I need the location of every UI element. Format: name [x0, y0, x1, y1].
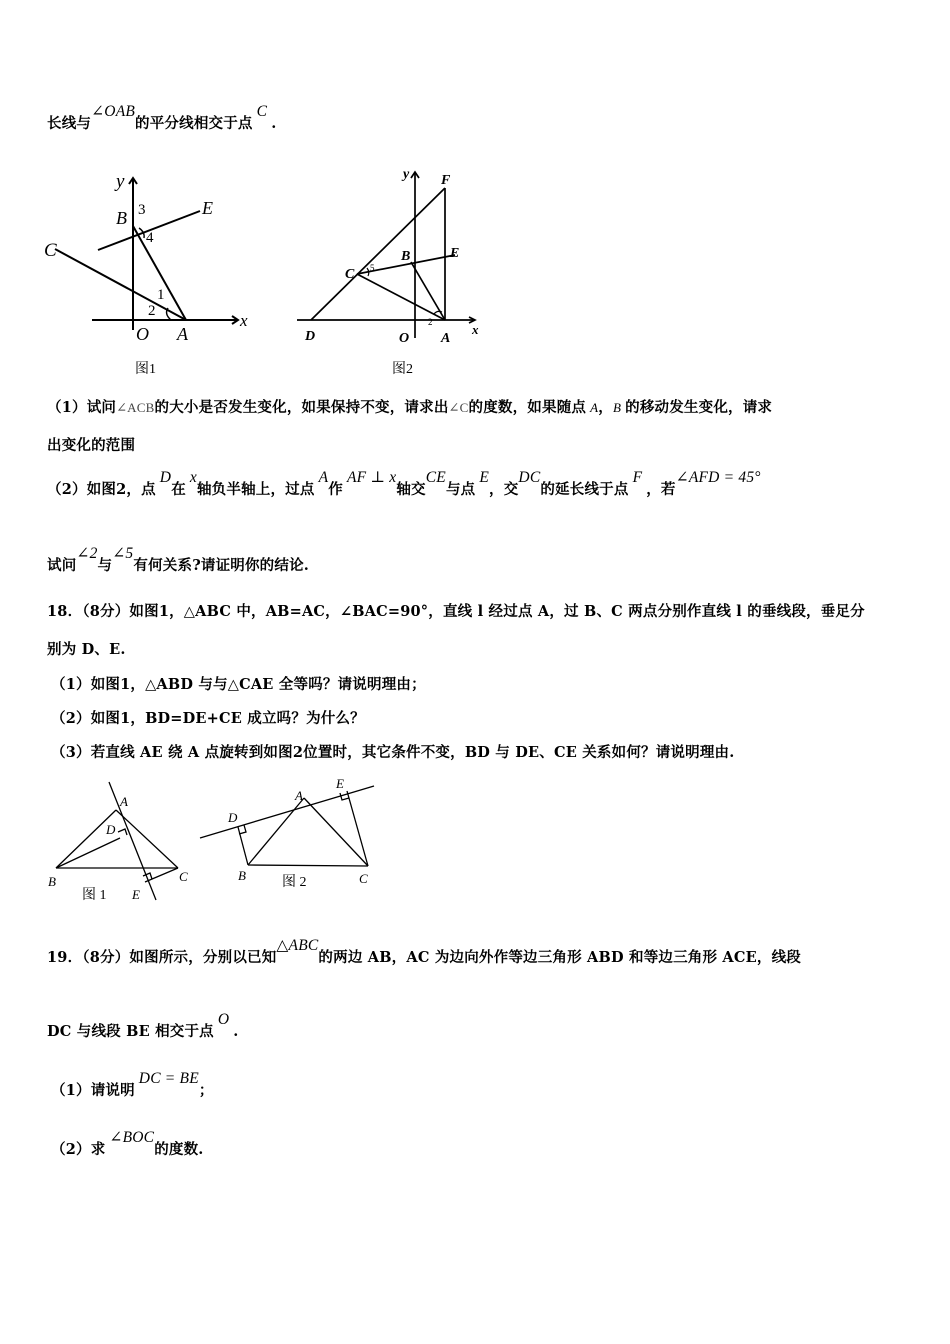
fig4-label-A: A — [295, 788, 303, 803]
fig3-label-B: B — [48, 874, 56, 889]
q17-part2-line1: （2）如图2，点D在x轴负半轴上，过点A作AF ⊥ x轴交CE与点E，交DC的延长线于点F，若∠AFD = 45° — [47, 469, 761, 498]
fig4-label-D: D — [228, 810, 238, 825]
fig2-label-y: y — [403, 167, 410, 182]
segment-BC — [248, 865, 368, 866]
line-DF — [311, 188, 445, 320]
segment-CE — [145, 868, 178, 882]
fig4-caption: 图 2 — [282, 875, 307, 890]
fig4-label-B: B — [238, 868, 246, 883]
right-angle-D — [118, 829, 127, 835]
fig4-label-E: E — [336, 776, 344, 791]
q19-stem-line2: DC 与线段 BE 相交于点O. — [47, 1011, 239, 1040]
fig1-label-y: y — [116, 171, 125, 192]
q18-part3: （3）若直线 AE 绕 A 点旋转到如图2位置时，其它条件不变，BD 与 DE、CE 关系如何？请说明理由. — [51, 744, 735, 761]
figure-2 — [295, 160, 495, 380]
segment-BD — [56, 838, 120, 868]
q17-part1-line1: （1）试问∠ACB的大小是否发生变化，如果保持不变，请求出∠C的度数，如果随点 A，B 的移动发生变化，请求 — [47, 399, 773, 416]
q18-part1: （1）如图1，△ABD 与与△CAE 全等吗？请说明理由； — [51, 676, 426, 693]
fig2-label-A: A — [441, 331, 451, 346]
q18-stem-line2: 别为 D、E. — [47, 641, 126, 658]
q17-part2-line2: 试问∠2与∠5有何关系?请证明你的结论. — [47, 545, 310, 574]
fig2-label-2: 2 — [428, 317, 433, 327]
figure-4 — [196, 772, 386, 897]
fig3-label-C: C — [179, 869, 188, 884]
segment-AC — [116, 810, 178, 868]
fig2-label-B: B — [401, 249, 411, 264]
fig1-label-E: E — [202, 198, 213, 218]
fig1-label-x: x — [240, 311, 248, 330]
fig2-label-x: x — [472, 322, 479, 337]
fig2-label-F: F — [441, 173, 451, 188]
fig2-label-C: C — [345, 267, 355, 282]
fig2-caption: 图2 — [392, 362, 413, 377]
fig2-label-E: E — [450, 246, 460, 261]
q19-part2: （2）求∠BOC的度数. — [51, 1129, 204, 1158]
fig1-label-O: O — [136, 324, 149, 344]
q18-part2: （2）如图1，BD=DE+CE 成立吗？为什么？ — [51, 710, 365, 727]
fig2-label-D: D — [305, 329, 316, 344]
q17-part1-line2: 出变化的范围 — [47, 437, 136, 454]
fig1-label-2: 2 — [148, 303, 156, 319]
segment-BA — [56, 810, 116, 868]
fig4-label-C: C — [359, 871, 368, 886]
fig1-label-B: B — [116, 208, 127, 228]
fig1-label-A: A — [177, 324, 188, 344]
fig3-caption: 图 1 — [82, 888, 107, 903]
fig1-label-4: 4 — [146, 230, 154, 246]
fig3-label-D: D — [106, 822, 116, 837]
fig3-label-A: A — [120, 794, 128, 809]
q19-part1: （1）请说明DC = BE； — [51, 1070, 214, 1099]
fig2-label-5: 5 — [370, 263, 375, 273]
fig2-label-O: O — [399, 331, 410, 346]
q18-stem-line1: 18．（8分）如图1，△ABC 中，AB=AC，∠BAC=90°，直线 l 经过点 A，过 B、C 两点分别作直线 l 的垂线段，垂足分 — [47, 603, 865, 620]
q19-stem-line1: 19．（8分）如图所示，分别以已知△ABC的两边 AB，AC 为边向外作等边三角形 ABD 和等边三角形 ACE，线段 — [47, 937, 801, 966]
fig3-label-E: E — [132, 887, 140, 902]
segment-AB — [248, 798, 304, 865]
q17-intro: 长线与∠OAB的平分线相交于点C. — [47, 103, 277, 132]
figure-1 — [40, 168, 270, 380]
fig1-caption: 图1 — [135, 362, 156, 377]
fig1-label-3: 3 — [138, 202, 146, 218]
fig1-label-C: C — [44, 240, 57, 261]
figure-3 — [44, 778, 204, 908]
fig1-label-1: 1 — [157, 287, 165, 303]
